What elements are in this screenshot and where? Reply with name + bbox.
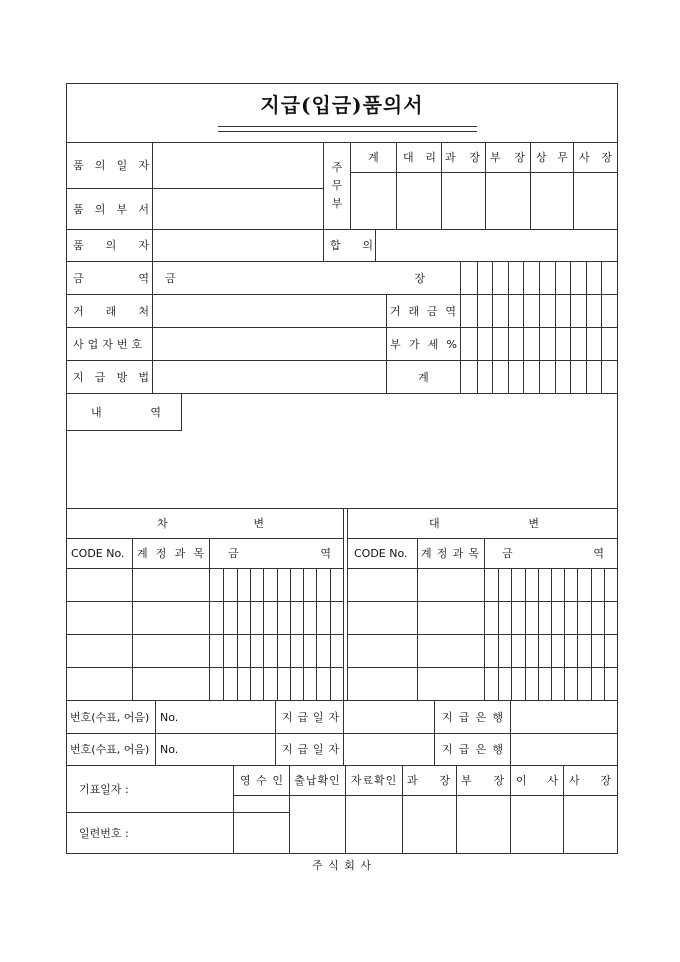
- digit-cell: [303, 602, 316, 634]
- digit-cell: [523, 328, 539, 360]
- payment-date-field: [343, 700, 435, 734]
- digit-cell: [586, 295, 601, 327]
- requester-label-text: 품 의 자: [73, 239, 149, 252]
- digit-cell: [511, 635, 525, 667]
- requester-field: [152, 229, 324, 262]
- debit-code-cell: [66, 601, 133, 635]
- request-date-label-text: 품 의 일 자: [73, 159, 149, 172]
- digit-cell: [591, 635, 604, 667]
- amount-suffix: 장: [414, 272, 425, 285]
- voucher-date-box: [66, 765, 234, 813]
- payment-bank-label-text: 지 급 은 행: [442, 743, 503, 756]
- digit-cell: [477, 328, 492, 360]
- payment-number-prefix: No.: [160, 743, 179, 756]
- digit-cell: [577, 668, 591, 700]
- digit-cell: [237, 668, 250, 700]
- details-label-text: 내 역: [91, 405, 161, 419]
- debit-amount-cell: [209, 667, 344, 701]
- requester-label: [66, 229, 153, 262]
- debit-amount-cell: [209, 568, 344, 602]
- final-approval-header-text: 과 장: [407, 774, 450, 787]
- trade-amount-label-text: 거 래 금 역: [390, 304, 456, 318]
- digit-cell: [511, 668, 525, 700]
- digit-cell: [290, 668, 303, 700]
- final-approval-signature-box: [233, 795, 290, 813]
- debit-account-cell: [132, 568, 210, 602]
- credit-code-cell: [347, 667, 418, 701]
- digit-cell: [586, 262, 601, 294]
- digit-cell: [316, 602, 330, 634]
- digit-cell: [210, 668, 223, 700]
- digit-cell: [564, 668, 577, 700]
- digit-cell: [303, 569, 316, 601]
- debit-amount-header-text: 금 역: [228, 547, 331, 560]
- digit-cell: [461, 328, 477, 360]
- debit-account-header: [132, 538, 210, 569]
- payment-date-label-text: 지 급 일 자: [282, 710, 339, 724]
- debit-code-cell: [66, 667, 133, 701]
- digit-cell: [498, 668, 511, 700]
- dept-approval-header-text: 대 리: [403, 151, 436, 164]
- digit-cell: [461, 262, 477, 294]
- business-no-field: [152, 327, 387, 361]
- payment-method-field: [152, 360, 387, 394]
- details-label: [66, 393, 182, 431]
- payment-number-field: [155, 733, 276, 766]
- vendor-field: [152, 294, 387, 328]
- credit-account-cell: [417, 634, 485, 668]
- payment-bank-label: [434, 733, 511, 766]
- digit-cell: [570, 361, 586, 393]
- debit-code-header-text: CODE No.: [71, 547, 125, 560]
- final-approval-header-president: [563, 765, 618, 796]
- final-approval-signature-box: [233, 812, 290, 854]
- digit-cell: [604, 668, 617, 700]
- payment-bank-field: [510, 733, 618, 766]
- amount-digit-grid: [460, 261, 618, 295]
- payment-number-field: [155, 700, 276, 734]
- final-approval-header-section-chief: [402, 765, 457, 796]
- digit-cell: [210, 635, 223, 667]
- agreement-field: [375, 229, 618, 262]
- final-approval-header-director: [510, 765, 564, 796]
- debit-code-cell: [66, 568, 133, 602]
- digit-cell: [525, 569, 538, 601]
- payment-bank-label: [434, 700, 511, 734]
- digit-cell: [290, 569, 303, 601]
- dept-approval-signature-box: [396, 172, 442, 230]
- agreement-label: [323, 229, 376, 262]
- payment-number-prefix: No.: [160, 710, 179, 724]
- digit-cell: [277, 668, 290, 700]
- final-approval-header-receiver: [233, 765, 290, 796]
- debit-header-text: 차 변: [157, 517, 264, 530]
- dept-approval-header-text: 부 장: [490, 151, 525, 164]
- digit-cell: [604, 602, 617, 634]
- digit-cell: [551, 569, 564, 601]
- digit-cell: [263, 635, 277, 667]
- digit-cell: [210, 569, 223, 601]
- digit-cell: [577, 635, 591, 667]
- amount-prefix: 금: [165, 272, 176, 285]
- credit-account-header-text: 계 정 과 목: [421, 547, 479, 560]
- credit-code-header-text: CODE No.: [354, 547, 408, 560]
- digit-cell: [591, 569, 604, 601]
- digit-cell: [263, 668, 277, 700]
- debit-amount-header: [209, 538, 344, 569]
- final-approval-header-data-check: [345, 765, 403, 796]
- trade-amount-digit-grid: [460, 294, 618, 328]
- digit-cell: [551, 668, 564, 700]
- digit-cell: [539, 295, 555, 327]
- digit-cell: [330, 602, 343, 634]
- request-dept-field: [152, 188, 324, 230]
- digit-cell: [570, 262, 586, 294]
- digit-cell: [601, 262, 617, 294]
- dept-approval-header-text: 과 장: [445, 151, 480, 164]
- digit-cell: [525, 635, 538, 667]
- digit-cell: [523, 262, 539, 294]
- digit-cell: [277, 602, 290, 634]
- final-approval-header-text: 영 수 인: [240, 774, 283, 787]
- vendor-label-text: 거 래 처: [73, 304, 149, 318]
- final-approval-signature-box: [289, 795, 346, 854]
- dept-approval-signature-box: [485, 172, 531, 230]
- company-name: 주 식 회 사: [312, 859, 372, 872]
- serial-number-box: [66, 812, 234, 854]
- digit-cell: [586, 328, 601, 360]
- digit-cell: [555, 262, 570, 294]
- credit-amount-cell: [484, 568, 618, 602]
- amount-label-text: 금 역: [73, 271, 149, 285]
- digit-cell: [511, 602, 525, 634]
- digit-cell: [523, 295, 539, 327]
- digit-cell: [539, 262, 555, 294]
- digit-cell: [525, 668, 538, 700]
- digit-cell: [539, 361, 555, 393]
- dept-approval-signature-box: [350, 172, 397, 230]
- debit-amount-cell: [209, 634, 344, 668]
- final-approval-header-cashier-check: [289, 765, 346, 796]
- digit-cell: [316, 635, 330, 667]
- digit-cell: [591, 602, 604, 634]
- trade-amount-label: [386, 294, 461, 328]
- digit-cell: [538, 602, 551, 634]
- digit-cell: [250, 635, 263, 667]
- debit-account-cell: [132, 634, 210, 668]
- digit-cell: [538, 569, 551, 601]
- digit-cell: [564, 569, 577, 601]
- payment-date-label: [275, 733, 344, 766]
- credit-amount-header: [484, 538, 618, 569]
- digit-cell: [316, 668, 330, 700]
- digit-cell: [498, 569, 511, 601]
- final-approval-signature-box: [345, 795, 403, 854]
- digit-cell: [586, 361, 601, 393]
- digit-cell: [330, 668, 343, 700]
- digit-cell: [508, 361, 523, 393]
- payment-method-label-text: 지 급 방 법: [73, 370, 149, 384]
- digit-cell: [604, 635, 617, 667]
- digit-cell: [508, 262, 523, 294]
- dept-approval-label: 주무부: [331, 161, 343, 210]
- digit-cell: [601, 361, 617, 393]
- credit-account-cell: [417, 667, 485, 701]
- credit-account-cell: [417, 601, 485, 635]
- total-label-text: 계: [418, 370, 429, 384]
- digit-cell: [570, 328, 586, 360]
- digit-cell: [303, 668, 316, 700]
- digit-cell: [477, 262, 492, 294]
- vat-label: [386, 327, 461, 361]
- digit-cell: [492, 328, 508, 360]
- digit-cell: [477, 295, 492, 327]
- credit-account-header: [417, 538, 485, 569]
- form-title: 지급(입금)품의서: [260, 93, 424, 117]
- debit-amount-cell: [209, 601, 344, 635]
- digit-cell: [250, 668, 263, 700]
- final-approval-header-text: 이 사: [516, 774, 558, 787]
- digit-cell: [223, 569, 237, 601]
- digit-cell: [551, 635, 564, 667]
- digit-cell: [485, 602, 498, 634]
- digit-cell: [477, 361, 492, 393]
- amount-label: [66, 261, 153, 295]
- business-no-label: [66, 327, 153, 361]
- digit-cell: [250, 569, 263, 601]
- payment-bank-field: [510, 700, 618, 734]
- digit-cell: [492, 361, 508, 393]
- digit-cell: [210, 602, 223, 634]
- total-digit-grid: [460, 360, 618, 394]
- digit-cell: [564, 602, 577, 634]
- dept-approval-header-section-chief: [441, 142, 486, 173]
- digit-cell: [498, 602, 511, 634]
- digit-cell: [508, 328, 523, 360]
- dept-approval-header-managing-director: [530, 142, 574, 173]
- payment-number-label: [66, 700, 156, 734]
- request-dept-label: [66, 188, 153, 230]
- voucher-date-label: 기표일자 :: [79, 782, 129, 796]
- payment-method-label: [66, 360, 153, 394]
- digit-cell: [330, 569, 343, 601]
- digit-cell: [330, 635, 343, 667]
- request-date-field: [152, 142, 324, 189]
- digit-cell: [525, 602, 538, 634]
- digit-cell: [577, 569, 591, 601]
- final-approval-signature-box: [563, 795, 618, 854]
- dept-approval-header-text: 계: [368, 151, 379, 164]
- digit-cell: [570, 295, 586, 327]
- digit-cell: [485, 668, 498, 700]
- digit-cell: [564, 635, 577, 667]
- final-approval-signature-box: [456, 795, 511, 854]
- debit-code-header: [66, 538, 133, 569]
- digit-cell: [237, 569, 250, 601]
- vendor-label: [66, 294, 153, 328]
- digit-cell: [277, 635, 290, 667]
- payment-number-label-text: 번호(수표, 어음): [70, 743, 150, 756]
- digit-cell: [555, 361, 570, 393]
- debit-header: [66, 508, 344, 539]
- vat-digit-grid: [460, 327, 618, 361]
- dept-approval-header-text: 사 장: [579, 151, 612, 164]
- digit-cell: [555, 295, 570, 327]
- credit-amount-cell: [484, 601, 618, 635]
- debit-code-cell: [66, 634, 133, 668]
- final-approval-header-text: 자료확인: [350, 774, 398, 787]
- payment-date-field: [343, 733, 435, 766]
- credit-amount-cell: [484, 634, 618, 668]
- final-approval-header-dept-head: [456, 765, 511, 796]
- serial-number-label: 일련번호 :: [79, 826, 129, 840]
- dept-approval-header-assistant-manager: [396, 142, 442, 173]
- digit-cell: [461, 295, 477, 327]
- credit-code-cell: [347, 568, 418, 602]
- digit-cell: [290, 602, 303, 634]
- digit-cell: [237, 635, 250, 667]
- digit-cell: [498, 635, 511, 667]
- debit-account-cell: [132, 667, 210, 701]
- final-approval-header-text: 사 장: [569, 774, 611, 787]
- payment-date-label-text: 지 급 일 자: [282, 743, 339, 756]
- digit-cell: [511, 569, 525, 601]
- dept-approval-header-text: 상 무: [536, 151, 568, 164]
- business-no-label-text: 사업자번호: [73, 337, 147, 351]
- digit-cell: [577, 602, 591, 634]
- credit-amount-cell: [484, 667, 618, 701]
- payment-bank-label-text: 지 급 은 행: [442, 710, 503, 724]
- digit-cell: [485, 635, 498, 667]
- digit-cell: [601, 328, 617, 360]
- digit-cell: [250, 602, 263, 634]
- digit-cell: [492, 295, 508, 327]
- digit-cell: [237, 602, 250, 634]
- digit-cell: [538, 668, 551, 700]
- digit-cell: [551, 602, 564, 634]
- credit-header-text: 대 변: [429, 517, 539, 530]
- digit-cell: [277, 569, 290, 601]
- digit-cell: [538, 635, 551, 667]
- credit-account-cell: [417, 568, 485, 602]
- digit-cell: [263, 569, 277, 601]
- total-label: [386, 360, 461, 394]
- dept-approval-header-dept-head: [485, 142, 531, 173]
- vat-label-text: 부 가 세 %: [390, 337, 457, 351]
- debit-account-cell: [132, 601, 210, 635]
- dept-approval-signature-box: [573, 172, 618, 230]
- digit-cell: [539, 328, 555, 360]
- credit-code-header: [347, 538, 418, 569]
- digit-cell: [223, 602, 237, 634]
- amount-words-field: [152, 261, 461, 295]
- digit-cell: [303, 635, 316, 667]
- credit-code-cell: [347, 634, 418, 668]
- digit-cell: [461, 361, 477, 393]
- payment-number-label-text: 번호(수표, 어음): [70, 710, 150, 724]
- digit-cell: [290, 635, 303, 667]
- digit-cell: [223, 668, 237, 700]
- final-approval-signature-box: [402, 795, 457, 854]
- final-approval-header-text: 출납확인: [294, 774, 341, 787]
- digit-cell: [601, 295, 617, 327]
- dept-approval-signature-box: [441, 172, 486, 230]
- credit-code-cell: [347, 601, 418, 635]
- digit-cell: [485, 569, 498, 601]
- final-approval-header-text: 부 장: [461, 774, 504, 787]
- digit-cell: [523, 361, 539, 393]
- payment-number-label: [66, 733, 156, 766]
- digit-cell: [508, 295, 523, 327]
- agreement-label-text: 합 의: [330, 239, 373, 252]
- credit-header: [347, 508, 618, 539]
- digit-cell: [223, 635, 237, 667]
- digit-cell: [555, 328, 570, 360]
- digit-cell: [316, 569, 330, 601]
- dept-approval-header-staff: [350, 142, 397, 173]
- credit-amount-header-text: 금 역: [502, 547, 604, 560]
- title-double-underline: [218, 126, 477, 132]
- digit-cell: [492, 262, 508, 294]
- dept-approval-header-president: [573, 142, 618, 173]
- request-dept-label-text: 품 의 부 서: [73, 202, 149, 216]
- digit-cell: [591, 668, 604, 700]
- debit-account-header-text: 계 정 과 목: [137, 547, 204, 560]
- payment-date-label: [275, 700, 344, 734]
- digit-cell: [263, 602, 277, 634]
- request-date-label: [66, 142, 153, 189]
- dept-approval-signature-box: [530, 172, 574, 230]
- dept-approval-label-cell: [323, 142, 351, 230]
- final-approval-signature-box: [510, 795, 564, 854]
- digit-cell: [604, 569, 617, 601]
